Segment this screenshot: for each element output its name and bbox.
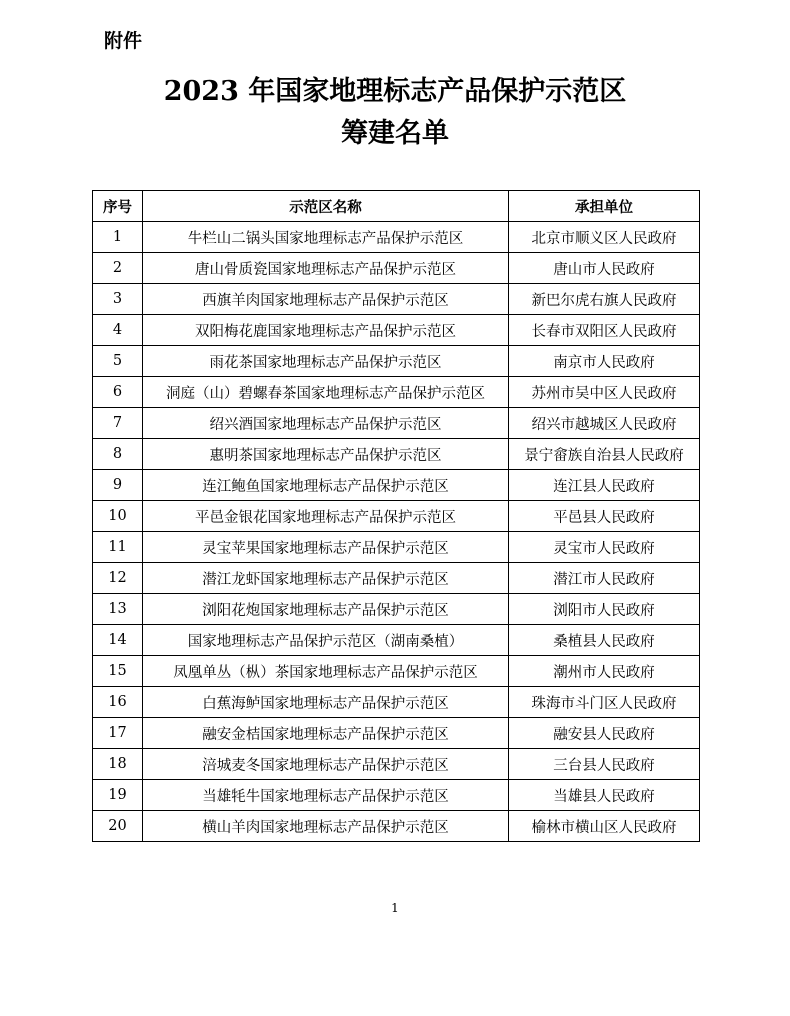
cell-serial-number: 1 (93, 222, 143, 253)
cell-zone-name: 涪城麦冬国家地理标志产品保护示范区 (143, 749, 509, 780)
cell-zone-name: 浏阳花炮国家地理标志产品保护示范区 (143, 594, 509, 625)
cell-serial-number: 15 (93, 656, 143, 687)
cell-responsible-unit: 景宁畲族自治县人民政府 (509, 439, 700, 470)
cell-responsible-unit: 榆林市横山区人民政府 (509, 811, 700, 842)
cell-responsible-unit: 桑植县人民政府 (509, 625, 700, 656)
cell-responsible-unit: 平邑县人民政府 (509, 501, 700, 532)
cell-zone-name: 融安金桔国家地理标志产品保护示范区 (143, 718, 509, 749)
table-row (93, 284, 700, 315)
cell-zone-name: 雨花茶国家地理标志产品保护示范区 (143, 346, 509, 377)
cell-responsible-unit: 灵宝市人民政府 (509, 532, 700, 563)
cell-zone-name: 绍兴酒国家地理标志产品保护示范区 (143, 408, 509, 439)
zone-list-table (92, 190, 700, 842)
cell-zone-name: 唐山骨质瓷国家地理标志产品保护示范区 (143, 253, 509, 284)
cell-serial-number: 6 (93, 377, 143, 408)
table-row (93, 811, 700, 842)
cell-serial-number: 12 (93, 563, 143, 594)
cell-responsible-unit: 北京市顺义区人民政府 (509, 222, 700, 253)
cell-responsible-unit: 浏阳市人民政府 (509, 594, 700, 625)
cell-zone-name: 灵宝苹果国家地理标志产品保护示范区 (143, 532, 509, 563)
table-row (93, 687, 700, 718)
document-title: 2023 年国家地理标志产品保护示范区 (163, 76, 627, 107)
cell-zone-name: 潜江龙虾国家地理标志产品保护示范区 (143, 563, 509, 594)
table-row (93, 563, 700, 594)
cell-zone-name: 凤凰单丛（枞）茶国家地理标志产品保护示范区 (143, 656, 509, 687)
cell-responsible-unit: 潜江市人民政府 (509, 563, 700, 594)
table-header-row (93, 191, 700, 222)
table-row (93, 749, 700, 780)
table-row (93, 408, 700, 439)
table-row (93, 315, 700, 346)
cell-zone-name: 牛栏山二锅头国家地理标志产品保护示范区 (143, 222, 509, 253)
cell-responsible-unit: 融安县人民政府 (509, 718, 700, 749)
cell-serial-number: 13 (93, 594, 143, 625)
cell-serial-number: 11 (93, 532, 143, 563)
table-row (93, 253, 700, 284)
cell-zone-name: 连江鲍鱼国家地理标志产品保护示范区 (143, 470, 509, 501)
cell-responsible-unit: 当雄县人民政府 (509, 780, 700, 811)
cell-serial-number: 2 (93, 253, 143, 284)
cell-responsible-unit: 新巴尔虎右旗人民政府 (509, 284, 700, 315)
cell-serial-number: 19 (93, 780, 143, 811)
cell-zone-name: 横山羊肉国家地理标志产品保护示范区 (143, 811, 509, 842)
cell-serial-number: 16 (93, 687, 143, 718)
cell-responsible-unit: 绍兴市越城区人民政府 (509, 408, 700, 439)
cell-responsible-unit: 三台县人民政府 (509, 749, 700, 780)
table-row (93, 718, 700, 749)
cell-zone-name: 当雄牦牛国家地理标志产品保护示范区 (143, 780, 509, 811)
cell-zone-name: 白蕉海鲈国家地理标志产品保护示范区 (143, 687, 509, 718)
page-number: 1 (391, 901, 399, 915)
document-subtitle: 筹建名单 (341, 118, 449, 149)
cell-responsible-unit: 连江县人民政府 (509, 470, 700, 501)
cell-serial-number: 18 (93, 749, 143, 780)
table-row (93, 222, 700, 253)
cell-responsible-unit: 潮州市人民政府 (509, 656, 700, 687)
cell-responsible-unit: 南京市人民政府 (509, 346, 700, 377)
cell-zone-name: 洞庭（山）碧螺春茶国家地理标志产品保护示范区 (143, 377, 509, 408)
cell-responsible-unit: 长春市双阳区人民政府 (509, 315, 700, 346)
header-responsible-unit: 承担单位 (509, 191, 700, 222)
table-row (93, 470, 700, 501)
cell-responsible-unit: 苏州市吴中区人民政府 (509, 377, 700, 408)
cell-serial-number: 20 (93, 811, 143, 842)
cell-serial-number: 4 (93, 315, 143, 346)
cell-zone-name: 平邑金银花国家地理标志产品保护示范区 (143, 501, 509, 532)
table-row (93, 780, 700, 811)
cell-serial-number: 7 (93, 408, 143, 439)
cell-zone-name: 双阳梅花鹿国家地理标志产品保护示范区 (143, 315, 509, 346)
table-row (93, 625, 700, 656)
cell-serial-number: 8 (93, 439, 143, 470)
cell-responsible-unit: 唐山市人民政府 (509, 253, 700, 284)
cell-zone-name: 西旗羊肉国家地理标志产品保护示范区 (143, 284, 509, 315)
cell-serial-number: 9 (93, 470, 143, 501)
table-row (93, 656, 700, 687)
header-zone-name: 示范区名称 (143, 191, 509, 222)
cell-serial-number: 17 (93, 718, 143, 749)
cell-responsible-unit: 珠海市斗门区人民政府 (509, 687, 700, 718)
cell-serial-number: 10 (93, 501, 143, 532)
table-row (93, 439, 700, 470)
header-serial-number: 序号 (93, 191, 143, 222)
cell-zone-name: 国家地理标志产品保护示范区（湖南桑植） (143, 625, 509, 656)
cell-zone-name: 惠明茶国家地理标志产品保护示范区 (143, 439, 509, 470)
table-row (93, 377, 700, 408)
table-row (93, 346, 700, 377)
table-row (93, 532, 700, 563)
cell-serial-number: 14 (93, 625, 143, 656)
attachment-label: 附件 (104, 30, 143, 52)
cell-serial-number: 3 (93, 284, 143, 315)
cell-serial-number: 5 (93, 346, 143, 377)
table-row (93, 594, 700, 625)
table-row (93, 501, 700, 532)
